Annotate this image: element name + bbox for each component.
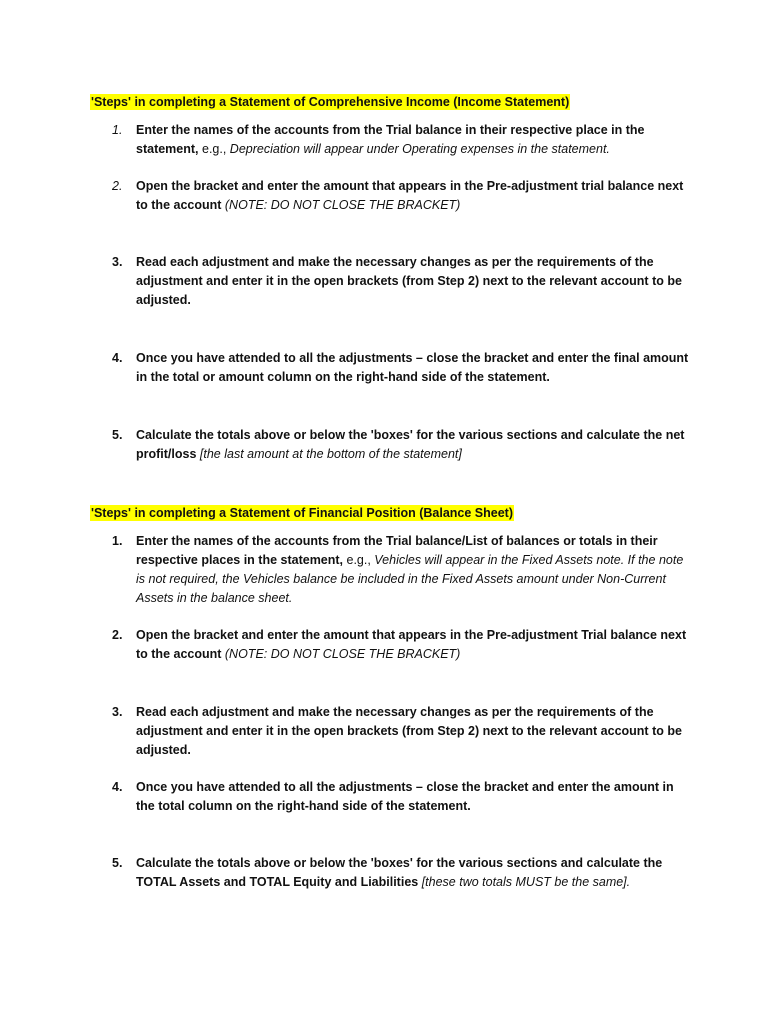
step-number: 5. xyxy=(112,428,123,442)
step-text xyxy=(136,532,692,608)
step-text xyxy=(136,854,692,892)
step-item xyxy=(112,778,692,816)
step-number: 2. xyxy=(112,628,123,642)
step-item xyxy=(112,426,692,464)
step-item xyxy=(112,349,692,387)
step-item xyxy=(112,121,692,159)
step-item xyxy=(112,177,692,215)
step-bold-text: Read each adjustment and make the necessary changes as per the requirements of the adjustment and enter it in the open brackets (from Step 2) next to the relevant account to be adjusted. xyxy=(136,705,682,757)
step-number: 4. xyxy=(112,780,123,794)
step-bold-text: Open the bracket and enter the amount that appears in the Pre-adjustment Trial balance next to the account xyxy=(136,628,687,661)
step-text xyxy=(136,177,692,215)
step-bold-text: Open the bracket and enter the amount that appears in the Pre-adjustment trial balance next to the account xyxy=(136,179,684,212)
step-item xyxy=(112,854,692,892)
section-heading-income-statement: 'Steps' in completing a Statement of Comprehensive Income (Income Statement) xyxy=(91,95,570,109)
step-number: 1. xyxy=(112,123,123,137)
step-bold-text: Read each adjustment and make the necessary changes as per the requirements of the adjustment and enter it in the open brackets (from Step 2) next to the relevant account to be adjusted. xyxy=(136,255,682,307)
step-text xyxy=(136,778,692,816)
step-normal-text: e.g., xyxy=(343,553,371,567)
step-number: 1. xyxy=(112,534,123,548)
step-bold-text: Once you have attended to all the adjustments – close the bracket and enter the final amount in the total or amount column on the right-hand side of the statement. xyxy=(136,351,689,384)
step-bold-text: Calculate the totals above or below the 'boxes' for the various sections and calculate the TOTAL Assets and TOTAL Equity and Liabilities xyxy=(136,856,663,889)
step-text xyxy=(136,426,692,464)
step-number: 3. xyxy=(112,255,123,269)
step-bold-text: Enter the names of the accounts from the Trial balance in their respective place in the statement, xyxy=(136,123,645,156)
step-normal-text: e.g., xyxy=(198,142,227,156)
step-item xyxy=(112,532,692,608)
step-number: 4. xyxy=(112,351,123,365)
step-italic-text: [these two totals MUST be the same]. xyxy=(418,875,631,889)
step-number: 3. xyxy=(112,705,123,719)
step-text xyxy=(136,703,692,760)
step-text xyxy=(136,121,692,159)
step-bold-text: Calculate the totals above or below the 'boxes' for the various sections and calculate the net profit/loss xyxy=(136,428,685,461)
step-italic-text: [the last amount at the bottom of the statement] xyxy=(196,447,462,461)
step-bold-text: Once you have attended to all the adjustments – close the bracket and enter the amount in the total column on the right-hand side of the statement. xyxy=(136,780,674,813)
step-item xyxy=(112,703,692,760)
step-bold-text: Enter the names of the accounts from the Trial balance/List of balances or totals in their respective places in the statement, xyxy=(136,534,658,567)
step-number: 2. xyxy=(112,179,123,193)
step-item xyxy=(112,253,692,310)
step-italic-text: Depreciation will appear under Operating expenses in the statement. xyxy=(226,142,610,156)
step-text xyxy=(136,626,692,664)
section-heading-balance-sheet: 'Steps' in completing a Statement of Financial Position (Balance Sheet) xyxy=(91,506,513,520)
step-text xyxy=(136,349,692,387)
step-item xyxy=(112,626,692,664)
step-italic-text: (NOTE: DO NOT CLOSE THE BRACKET) xyxy=(221,647,461,661)
step-text xyxy=(136,253,692,310)
step-italic-text: Vehicles will appear in the Fixed Assets note. If the note is not required, the Vehicles balance be included in the Fixed Assets amount under Non-Current Assets in the balance sheet. xyxy=(136,553,684,605)
step-number: 5. xyxy=(112,856,123,870)
step-italic-text: (NOTE: DO NOT CLOSE THE BRACKET) xyxy=(221,198,461,212)
